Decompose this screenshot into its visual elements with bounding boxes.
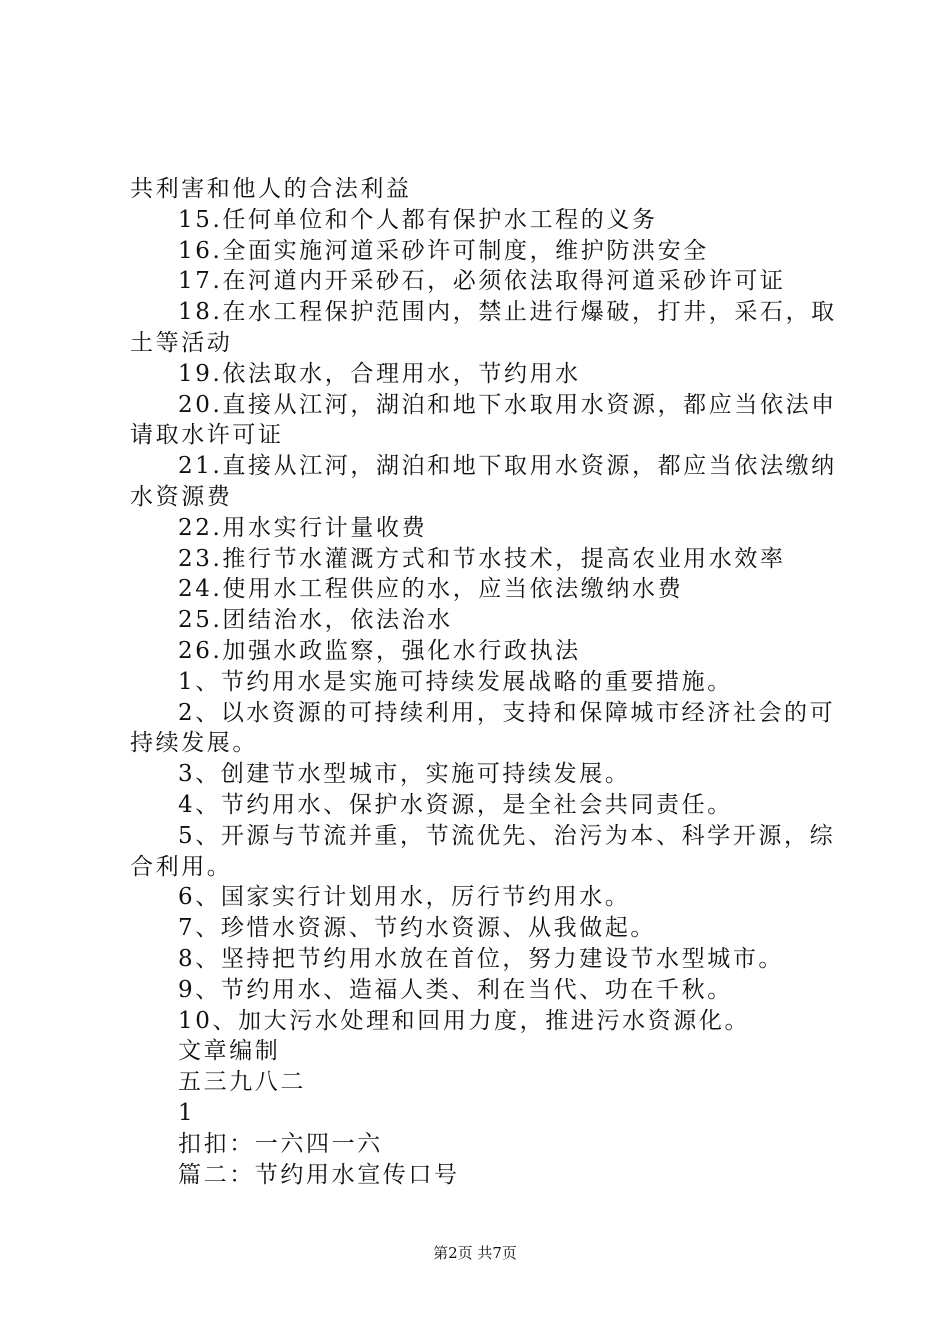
body-text xyxy=(130,174,837,1190)
text-line: 6、国家实行计划用水，厉行节约用水。 xyxy=(178,884,631,911)
text-line: 9、节约用水、造福人类、利在当代、功在千秋。 xyxy=(178,976,733,1003)
text-line: 文章编制 xyxy=(178,1038,281,1065)
text-line: 篇二：节约用水宣传口号 xyxy=(178,1161,460,1188)
text-line: 18.在水工程保护范围内，禁止进行爆破，打井，采石，取 xyxy=(178,299,837,326)
text-line: 2、以水资源的可持续利用，支持和保障城市经济社会的可 xyxy=(178,699,836,726)
text-line: 23.推行节水灌溉方式和节水技术，提高农业用水效率 xyxy=(178,545,786,572)
text-line: 5、开源与节流并重，节流优先、治污为本、科学开源，综 xyxy=(178,822,836,849)
text-line: 扣扣：一六四一六 xyxy=(178,1130,383,1157)
text-line: 17.在河道内开采砂石，必须依法取得河道采砂许可证 xyxy=(178,268,786,295)
text-line: 请取水许可证 xyxy=(130,422,284,449)
text-line: 土等活动 xyxy=(130,329,233,356)
page-footer: 第2页 共7页 xyxy=(433,1244,517,1262)
text-line: 1、节约用水是实施可持续发展战略的重要措施。 xyxy=(178,668,733,695)
text-line: 8、坚持把节约用水放在首位，努力建设节水型城市。 xyxy=(178,945,785,972)
text-line: 22.用水实行计量收费 xyxy=(178,514,428,541)
text-line: 共利害和他人的合法利益 xyxy=(130,176,412,202)
text-line: 7、珍惜水资源、节约水资源、从我做起。 xyxy=(178,915,657,942)
text-line: 16.全面实施河道采砂许可制度，维护防洪安全 xyxy=(178,237,709,264)
text-line: 21.直接从江河，湖泊和地下取用水资源，都应当依法缴纳 xyxy=(178,453,837,480)
text-line: 20.直接从江河，湖泊和地下水取用水资源，都应当依法申 xyxy=(178,391,837,418)
text-line: 持续发展。 xyxy=(130,730,258,757)
text-line: 15.任何单位和个人都有保护水工程的义务 xyxy=(178,206,658,233)
text-line: 水资源费 xyxy=(130,483,233,510)
text-line: 合利用。 xyxy=(130,853,233,880)
text-line: 19.依法取水，合理用水，节约用水 xyxy=(178,360,581,387)
text-line: 25.团结治水，依法治水 xyxy=(178,607,453,634)
text-line: 10、加大污水处理和回用力度，推进污水资源化。 xyxy=(178,1007,751,1034)
text-line: 3、创建节水型城市，实施可持续发展。 xyxy=(178,761,631,788)
text-line: 4、节约用水、保护水资源，是全社会共同责任。 xyxy=(178,791,733,818)
text-line: 1 xyxy=(178,1099,196,1126)
text-line: 24.使用水工程供应的水，应当依法缴纳水费 xyxy=(178,576,684,603)
text-line: 26.加强水政监察，强化水行政执法 xyxy=(178,637,581,664)
text-line: 五三九八二 xyxy=(178,1069,306,1096)
